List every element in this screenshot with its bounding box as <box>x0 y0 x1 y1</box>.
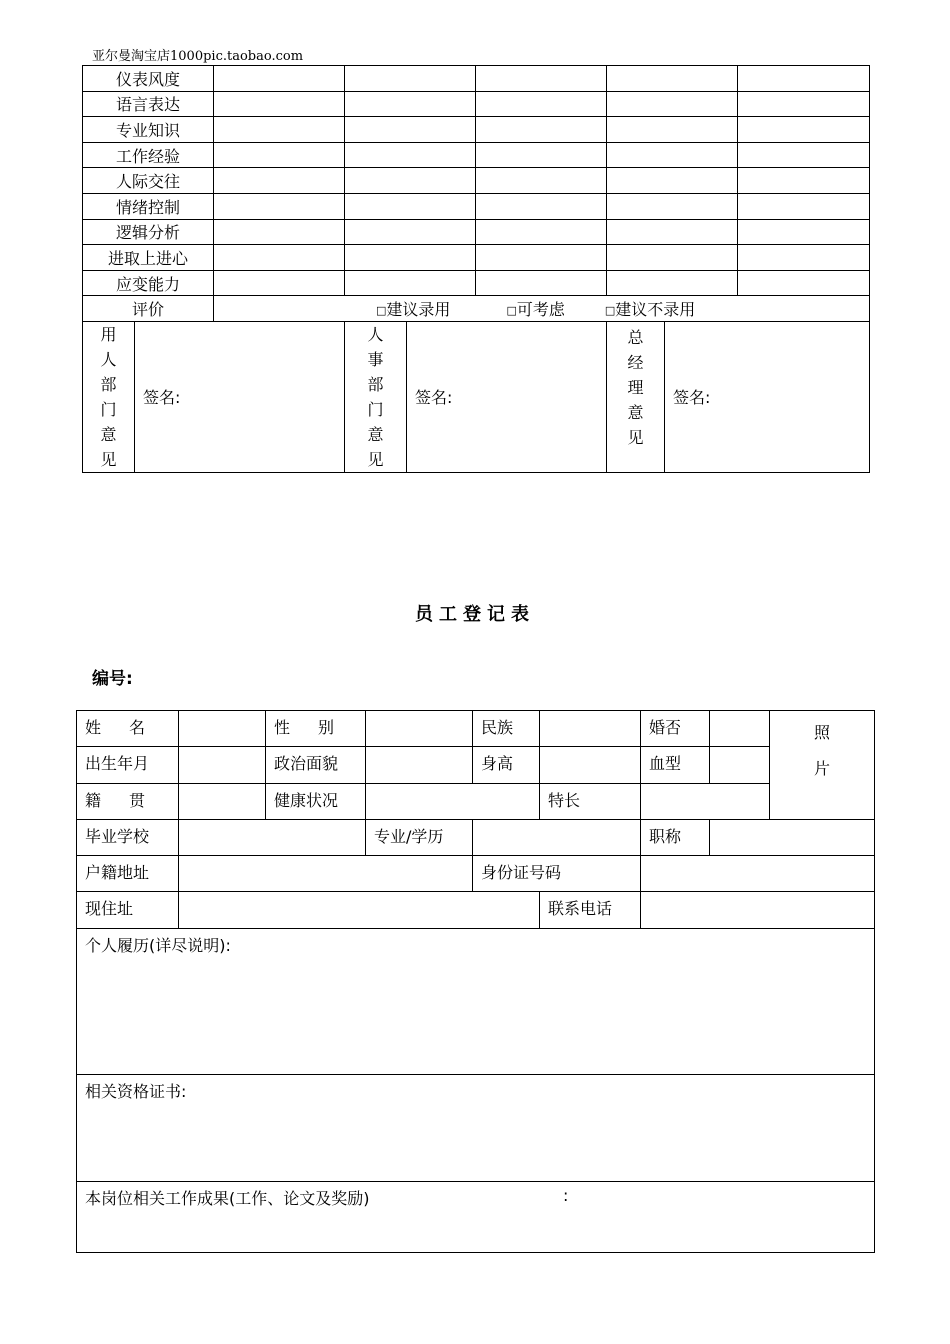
score-cell[interactable] <box>476 91 607 117</box>
major-field[interactable] <box>473 819 641 855</box>
score-cell[interactable] <box>214 117 345 143</box>
score-cell[interactable] <box>607 168 738 194</box>
score-cell[interactable] <box>214 193 345 219</box>
evaluation-table <box>82 65 870 473</box>
criterion-row <box>83 142 870 168</box>
criterion-label: 语言表达 <box>83 91 214 117</box>
option-recommend[interactable]: □建议录用 <box>376 300 451 320</box>
resume-field[interactable] <box>77 928 875 1074</box>
criterion-label: 工作经验 <box>83 142 214 168</box>
criterion-label: 应变能力 <box>83 270 214 296</box>
blood-field[interactable] <box>710 747 770 783</box>
birth-field[interactable] <box>179 747 266 783</box>
opinion-row <box>83 321 870 472</box>
criterion-row <box>83 66 870 92</box>
checkbox-icon[interactable]: □ <box>604 304 616 318</box>
school-label: 毕业学校 <box>77 819 179 855</box>
criterion-row <box>83 168 870 194</box>
gm-sign-field[interactable]: 签名: <box>665 321 870 472</box>
score-cell[interactable] <box>214 219 345 245</box>
score-cell[interactable] <box>214 91 345 117</box>
hr-opinion-label: 人 事 部 门 意 见 <box>345 321 407 472</box>
ethnicity-field[interactable] <box>540 711 641 747</box>
certificates-label: 相关资格证书: <box>85 1081 187 1101</box>
criterion-label: 逻辑分析 <box>83 219 214 245</box>
criterion-row <box>83 219 870 245</box>
rating-label: 评价 <box>83 296 214 322</box>
score-cell[interactable] <box>345 142 476 168</box>
criterion-label: 专业知识 <box>83 117 214 143</box>
score-cell[interactable] <box>738 270 870 296</box>
criterion-label: 人际交往 <box>83 168 214 194</box>
score-cell[interactable] <box>476 270 607 296</box>
score-cell[interactable] <box>345 168 476 194</box>
score-cell[interactable] <box>345 219 476 245</box>
score-cell[interactable] <box>607 270 738 296</box>
score-cell[interactable] <box>738 168 870 194</box>
rating-options <box>214 296 870 322</box>
score-cell[interactable] <box>345 193 476 219</box>
criterion-label: 情绪控制 <box>83 193 214 219</box>
rating-row <box>83 296 870 322</box>
hr-sign-field[interactable]: 签名: <box>407 321 607 472</box>
certificates-field[interactable] <box>77 1074 875 1181</box>
id-number-label: 身份证号码 <box>473 856 641 892</box>
phone-field[interactable] <box>641 892 875 928</box>
score-cell[interactable] <box>345 245 476 271</box>
score-cell[interactable] <box>476 193 607 219</box>
score-cell[interactable] <box>738 245 870 271</box>
number-label: 编号: <box>92 669 133 689</box>
hukou-field[interactable] <box>179 856 473 892</box>
score-cell[interactable] <box>607 91 738 117</box>
score-cell[interactable] <box>345 66 476 92</box>
score-cell[interactable] <box>476 168 607 194</box>
score-cell[interactable] <box>476 245 607 271</box>
achievements-label: 本岗位相关工作成果(工作、论文及奖励) <box>85 1188 370 1208</box>
score-cell[interactable] <box>607 66 738 92</box>
form-title: 员工登记表 <box>415 604 535 625</box>
score-cell[interactable] <box>345 270 476 296</box>
score-cell[interactable] <box>738 142 870 168</box>
dept-sign-field[interactable]: 签名: <box>135 321 345 472</box>
political-field[interactable] <box>366 747 473 783</box>
marital-label: 婚否 <box>641 711 710 747</box>
blood-label: 血型 <box>641 747 710 783</box>
checkbox-icon[interactable]: □ <box>506 304 517 318</box>
name-label: 姓 名 <box>77 711 179 747</box>
score-cell[interactable] <box>607 117 738 143</box>
criterion-row <box>83 245 870 271</box>
checkbox-icon[interactable]: □ <box>376 304 387 318</box>
dept-opinion-label: 用 人 部 门 意 见 <box>83 321 135 472</box>
score-cell[interactable] <box>476 117 607 143</box>
score-cell[interactable] <box>214 245 345 271</box>
score-cell[interactable] <box>476 142 607 168</box>
criterion-label: 进取上进心 <box>83 245 214 271</box>
gender-field[interactable] <box>366 711 473 747</box>
phone-label: 联系电话 <box>540 892 641 928</box>
ethnicity-label: 民族 <box>473 711 540 747</box>
gender-label: 性 别 <box>266 711 366 747</box>
score-cell[interactable] <box>607 245 738 271</box>
native-field[interactable] <box>179 783 266 819</box>
height-field[interactable] <box>540 747 641 783</box>
height-label: 身高 <box>473 747 540 783</box>
option-consider[interactable]: □可考虑 <box>506 300 565 320</box>
shop-header: 亚尔曼淘宝店1000pic.taobao.com <box>92 49 304 64</box>
major-label: 专业/学历 <box>366 819 473 855</box>
score-cell[interactable] <box>738 219 870 245</box>
score-cell[interactable] <box>476 66 607 92</box>
option-reject[interactable]: □建议不录用 <box>604 300 696 320</box>
criterion-row <box>83 91 870 117</box>
political-label: 政治面貌 <box>266 747 366 783</box>
score-cell[interactable] <box>738 66 870 92</box>
score-cell[interactable] <box>607 219 738 245</box>
criterion-row <box>83 193 870 219</box>
score-cell[interactable] <box>738 91 870 117</box>
criterion-row <box>83 117 870 143</box>
school-field[interactable] <box>179 819 366 855</box>
address-label: 现住址 <box>77 892 179 928</box>
registration-table <box>76 710 875 1253</box>
hukou-label: 户籍地址 <box>77 856 179 892</box>
score-cell[interactable] <box>738 117 870 143</box>
health-field[interactable] <box>366 783 540 819</box>
id-number-field[interactable] <box>641 856 875 892</box>
name-field[interactable] <box>179 711 266 747</box>
score-cell[interactable] <box>476 219 607 245</box>
address-field[interactable] <box>179 892 540 928</box>
criterion-row <box>83 270 870 296</box>
specialty-field[interactable] <box>641 783 770 819</box>
title-rank-field[interactable] <box>710 819 875 855</box>
score-cell[interactable] <box>214 270 345 296</box>
score-cell[interactable] <box>345 117 476 143</box>
specialty-label: 特长 <box>540 783 641 819</box>
title-rank-label: 职称 <box>641 819 710 855</box>
achievements-colon: : <box>563 1185 569 1205</box>
birth-label: 出生年月 <box>77 747 179 783</box>
score-cell[interactable] <box>345 91 476 117</box>
photo-box[interactable]: 照 片 <box>770 711 875 820</box>
score-cell[interactable] <box>607 142 738 168</box>
score-cell[interactable] <box>738 193 870 219</box>
gm-opinion-label: 总 经 理 意 见 <box>607 321 665 472</box>
marital-field[interactable] <box>710 711 770 747</box>
health-label: 健康状况 <box>266 783 366 819</box>
achievements-field[interactable] <box>77 1181 875 1252</box>
score-cell[interactable] <box>214 66 345 92</box>
score-cell[interactable] <box>214 142 345 168</box>
score-cell[interactable] <box>607 193 738 219</box>
resume-label: 个人履历(详尽说明): <box>85 935 231 955</box>
native-label: 籍 贯 <box>77 783 179 819</box>
criterion-label: 仪表风度 <box>83 66 214 92</box>
score-cell[interactable] <box>214 168 345 194</box>
